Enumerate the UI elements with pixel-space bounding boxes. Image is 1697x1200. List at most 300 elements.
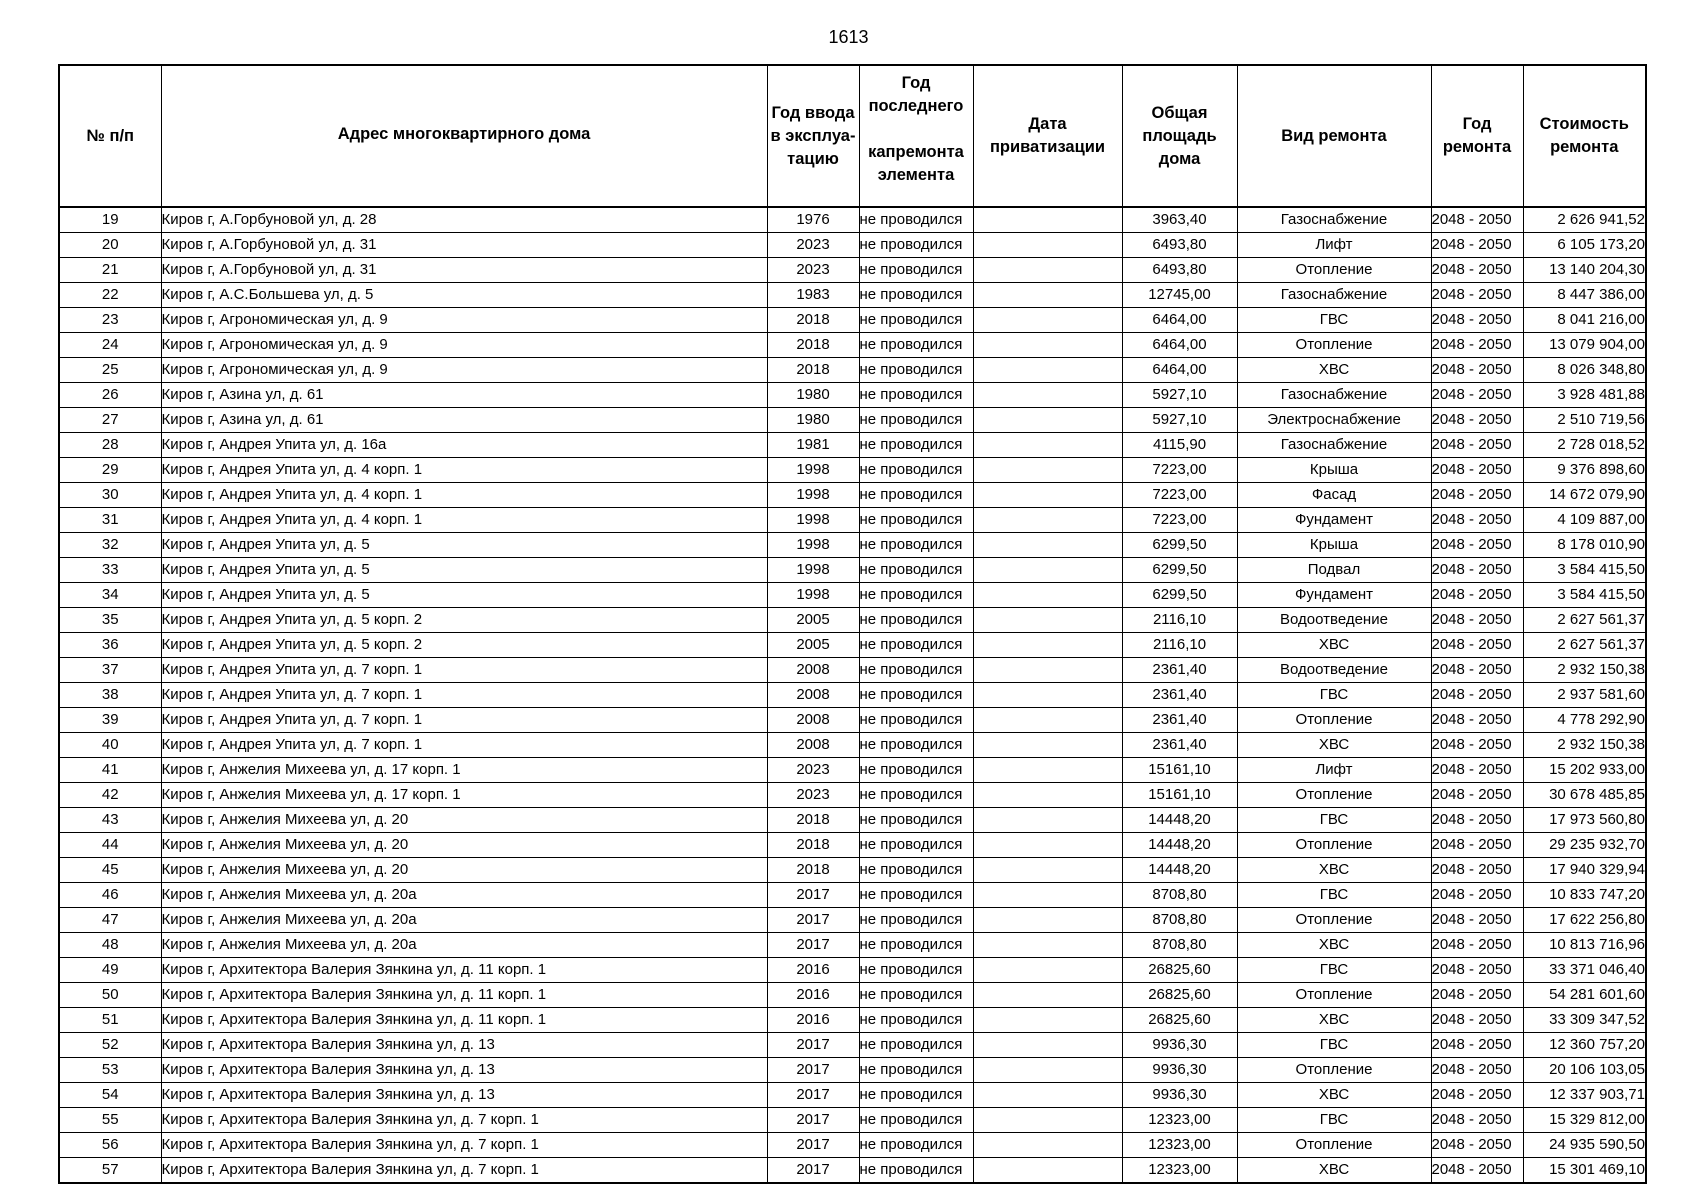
cell-last-repair: не проводился bbox=[859, 1133, 973, 1158]
cell-cost: 3 584 415,50 bbox=[1523, 583, 1646, 608]
cell-area: 9936,30 bbox=[1122, 1058, 1237, 1083]
cell-privatization bbox=[973, 858, 1122, 883]
cell-year-built: 2017 bbox=[767, 1158, 859, 1184]
cell-year-built: 2018 bbox=[767, 358, 859, 383]
cell-year-built: 2017 bbox=[767, 1083, 859, 1108]
table-row bbox=[59, 833, 1646, 858]
table-row bbox=[59, 683, 1646, 708]
cell-repair-period: 2048 - 2050 bbox=[1431, 683, 1523, 708]
cell-last-repair: не проводился bbox=[859, 483, 973, 508]
cell-repair-period: 2048 - 2050 bbox=[1431, 558, 1523, 583]
cell-area: 6464,00 bbox=[1122, 358, 1237, 383]
cell-privatization bbox=[973, 933, 1122, 958]
cell-repair-type: ГВС bbox=[1237, 808, 1431, 833]
cell-last-repair: не проводился bbox=[859, 583, 973, 608]
cell-area: 6464,00 bbox=[1122, 333, 1237, 358]
cell-repair-period: 2048 - 2050 bbox=[1431, 333, 1523, 358]
cell-address: Киров г, Азина ул, д. 61 bbox=[161, 383, 767, 408]
cell-privatization bbox=[973, 633, 1122, 658]
cell-repair-period: 2048 - 2050 bbox=[1431, 883, 1523, 908]
cell-last-repair: не проводился bbox=[859, 207, 973, 233]
cell-privatization bbox=[973, 1133, 1122, 1158]
table-body bbox=[59, 207, 1646, 1183]
cell-num: 48 bbox=[59, 933, 161, 958]
cell-cost: 30 678 485,85 bbox=[1523, 783, 1646, 808]
cell-address: Киров г, Анжелия Михеева ул, д. 20 bbox=[161, 833, 767, 858]
cell-cost: 8 026 348,80 bbox=[1523, 358, 1646, 383]
cell-privatization bbox=[973, 1033, 1122, 1058]
cell-num: 35 bbox=[59, 608, 161, 633]
cell-last-repair: не проводился bbox=[859, 933, 973, 958]
cell-area: 8708,80 bbox=[1122, 883, 1237, 908]
cell-num: 28 bbox=[59, 433, 161, 458]
table-row bbox=[59, 1083, 1646, 1108]
cell-repair-period: 2048 - 2050 bbox=[1431, 658, 1523, 683]
cell-year-built: 2017 bbox=[767, 883, 859, 908]
cell-year-built: 2008 bbox=[767, 708, 859, 733]
cell-area: 2361,40 bbox=[1122, 683, 1237, 708]
cell-repair-type: Водоотведение bbox=[1237, 608, 1431, 633]
table-row bbox=[59, 433, 1646, 458]
repair-registry-table bbox=[58, 64, 1647, 1184]
cell-year-built: 2017 bbox=[767, 1033, 859, 1058]
cell-area: 7223,00 bbox=[1122, 458, 1237, 483]
cell-cost: 2 932 150,38 bbox=[1523, 658, 1646, 683]
cell-cost: 17 622 256,80 bbox=[1523, 908, 1646, 933]
cell-repair-type: ГВС bbox=[1237, 1033, 1431, 1058]
cell-cost: 24 935 590,50 bbox=[1523, 1133, 1646, 1158]
cell-year-built: 2023 bbox=[767, 258, 859, 283]
cell-last-repair: не проводился bbox=[859, 633, 973, 658]
cell-num: 37 bbox=[59, 658, 161, 683]
cell-last-repair: не проводился bbox=[859, 858, 973, 883]
cell-cost: 17 940 329,94 bbox=[1523, 858, 1646, 883]
cell-privatization bbox=[973, 258, 1122, 283]
cell-address: Киров г, Архитектора Валерия Зянкина ул, д. 7 корп. 1 bbox=[161, 1158, 767, 1184]
cell-year-built: 1998 bbox=[767, 533, 859, 558]
cell-privatization bbox=[973, 808, 1122, 833]
cell-num: 57 bbox=[59, 1158, 161, 1184]
table-row bbox=[59, 1033, 1646, 1058]
cell-address: Киров г, Андрея Упита ул, д. 7 корп. 1 bbox=[161, 658, 767, 683]
cell-repair-period: 2048 - 2050 bbox=[1431, 358, 1523, 383]
cell-last-repair: не проводился bbox=[859, 383, 973, 408]
cell-num: 32 bbox=[59, 533, 161, 558]
cell-address: Киров г, Агрономическая ул, д. 9 bbox=[161, 358, 767, 383]
cell-privatization bbox=[973, 883, 1122, 908]
cell-privatization bbox=[973, 983, 1122, 1008]
cell-privatization bbox=[973, 1058, 1122, 1083]
cell-year-built: 2017 bbox=[767, 908, 859, 933]
cell-last-repair: не проводился bbox=[859, 708, 973, 733]
cell-last-repair: не проводился bbox=[859, 658, 973, 683]
table-row bbox=[59, 1133, 1646, 1158]
table-row bbox=[59, 583, 1646, 608]
header-last-repair-gap bbox=[860, 118, 973, 141]
cell-privatization bbox=[973, 1108, 1122, 1133]
cell-address: Киров г, Андрея Упита ул, д. 5 корп. 2 bbox=[161, 608, 767, 633]
cell-repair-type: Лифт bbox=[1237, 758, 1431, 783]
cell-area: 14448,20 bbox=[1122, 833, 1237, 858]
cell-privatization bbox=[973, 283, 1122, 308]
cell-privatization bbox=[973, 558, 1122, 583]
cell-repair-type: Водоотведение bbox=[1237, 658, 1431, 683]
cell-repair-period: 2048 - 2050 bbox=[1431, 983, 1523, 1008]
cell-num: 47 bbox=[59, 908, 161, 933]
cell-last-repair: не проводился bbox=[859, 1108, 973, 1133]
cell-repair-period: 2048 - 2050 bbox=[1431, 833, 1523, 858]
cell-year-built: 1998 bbox=[767, 583, 859, 608]
cell-area: 2361,40 bbox=[1122, 708, 1237, 733]
cell-num: 50 bbox=[59, 983, 161, 1008]
cell-year-built: 2005 bbox=[767, 608, 859, 633]
table-row bbox=[59, 1158, 1646, 1184]
cell-repair-type: Электроснабжение bbox=[1237, 408, 1431, 433]
cell-privatization bbox=[973, 758, 1122, 783]
cell-num: 29 bbox=[59, 458, 161, 483]
cell-num: 22 bbox=[59, 283, 161, 308]
cell-repair-type: ХВС bbox=[1237, 633, 1431, 658]
cell-address: Киров г, Андрея Упита ул, д. 5 корп. 2 bbox=[161, 633, 767, 658]
cell-repair-period: 2048 - 2050 bbox=[1431, 258, 1523, 283]
cell-num: 49 bbox=[59, 958, 161, 983]
cell-repair-period: 2048 - 2050 bbox=[1431, 933, 1523, 958]
cell-year-built: 2018 bbox=[767, 308, 859, 333]
cell-year-built: 1981 bbox=[767, 433, 859, 458]
cell-num: 43 bbox=[59, 808, 161, 833]
cell-repair-period: 2048 - 2050 bbox=[1431, 207, 1523, 233]
cell-area: 9936,30 bbox=[1122, 1033, 1237, 1058]
cell-cost: 2 937 581,60 bbox=[1523, 683, 1646, 708]
cell-repair-type: ХВС bbox=[1237, 1158, 1431, 1184]
cell-repair-period: 2048 - 2050 bbox=[1431, 1008, 1523, 1033]
cell-num: 25 bbox=[59, 358, 161, 383]
cell-cost: 10 813 716,96 bbox=[1523, 933, 1646, 958]
cell-cost: 6 105 173,20 bbox=[1523, 233, 1646, 258]
cell-cost: 13 079 904,00 bbox=[1523, 333, 1646, 358]
header-year-built: Год ввода в эксплуа-тацию bbox=[767, 65, 859, 207]
cell-year-built: 2023 bbox=[767, 758, 859, 783]
cell-privatization bbox=[973, 508, 1122, 533]
cell-year-built: 1998 bbox=[767, 508, 859, 533]
header-cost: Стоимость ремонта bbox=[1523, 65, 1646, 207]
cell-area: 6464,00 bbox=[1122, 308, 1237, 333]
cell-repair-period: 2048 - 2050 bbox=[1431, 583, 1523, 608]
cell-area: 14448,20 bbox=[1122, 808, 1237, 833]
table-row bbox=[59, 708, 1646, 733]
cell-year-built: 2018 bbox=[767, 808, 859, 833]
table-row bbox=[59, 883, 1646, 908]
cell-area: 6299,50 bbox=[1122, 533, 1237, 558]
cell-privatization bbox=[973, 608, 1122, 633]
cell-year-built: 1998 bbox=[767, 458, 859, 483]
table-row bbox=[59, 233, 1646, 258]
cell-address: Киров г, Анжелия Михеева ул, д. 20а bbox=[161, 883, 767, 908]
cell-repair-period: 2048 - 2050 bbox=[1431, 1133, 1523, 1158]
cell-privatization bbox=[973, 333, 1122, 358]
cell-area: 15161,10 bbox=[1122, 758, 1237, 783]
table-row bbox=[59, 733, 1646, 758]
cell-year-built: 2008 bbox=[767, 733, 859, 758]
cell-cost: 9 376 898,60 bbox=[1523, 458, 1646, 483]
cell-address: Киров г, Андрея Упита ул, д. 4 корп. 1 bbox=[161, 508, 767, 533]
table-row bbox=[59, 783, 1646, 808]
cell-privatization bbox=[973, 533, 1122, 558]
cell-repair-period: 2048 - 2050 bbox=[1431, 1033, 1523, 1058]
table-row bbox=[59, 207, 1646, 233]
cell-privatization bbox=[973, 383, 1122, 408]
cell-year-built: 2018 bbox=[767, 333, 859, 358]
cell-year-built: 2008 bbox=[767, 683, 859, 708]
cell-privatization bbox=[973, 708, 1122, 733]
cell-area: 15161,10 bbox=[1122, 783, 1237, 808]
cell-cost: 33 371 046,40 bbox=[1523, 958, 1646, 983]
cell-last-repair: не проводился bbox=[859, 883, 973, 908]
table-row bbox=[59, 258, 1646, 283]
cell-privatization bbox=[973, 1083, 1122, 1108]
cell-num: 42 bbox=[59, 783, 161, 808]
cell-year-built: 2016 bbox=[767, 983, 859, 1008]
cell-area: 12323,00 bbox=[1122, 1133, 1237, 1158]
cell-address: Киров г, Андрея Упита ул, д. 7 корп. 1 bbox=[161, 683, 767, 708]
table-row bbox=[59, 333, 1646, 358]
table-row bbox=[59, 908, 1646, 933]
cell-year-built: 2017 bbox=[767, 1133, 859, 1158]
cell-repair-type: Крыша bbox=[1237, 458, 1431, 483]
table-header bbox=[59, 65, 1646, 207]
cell-cost: 2 627 561,37 bbox=[1523, 633, 1646, 658]
cell-repair-period: 2048 - 2050 bbox=[1431, 1058, 1523, 1083]
cell-year-built: 1998 bbox=[767, 558, 859, 583]
cell-repair-period: 2048 - 2050 bbox=[1431, 783, 1523, 808]
cell-repair-period: 2048 - 2050 bbox=[1431, 533, 1523, 558]
cell-repair-period: 2048 - 2050 bbox=[1431, 958, 1523, 983]
cell-repair-type: Лифт bbox=[1237, 233, 1431, 258]
cell-year-built: 2016 bbox=[767, 1008, 859, 1033]
cell-cost: 15 202 933,00 bbox=[1523, 758, 1646, 783]
cell-num: 41 bbox=[59, 758, 161, 783]
cell-repair-period: 2048 - 2050 bbox=[1431, 433, 1523, 458]
cell-last-repair: не проводился bbox=[859, 358, 973, 383]
cell-cost: 8 041 216,00 bbox=[1523, 308, 1646, 333]
table-row bbox=[59, 858, 1646, 883]
cell-area: 5927,10 bbox=[1122, 408, 1237, 433]
cell-num: 52 bbox=[59, 1033, 161, 1058]
cell-repair-type: ГВС bbox=[1237, 958, 1431, 983]
cell-area: 12323,00 bbox=[1122, 1108, 1237, 1133]
cell-num: 38 bbox=[59, 683, 161, 708]
cell-num: 56 bbox=[59, 1133, 161, 1158]
cell-area: 9936,30 bbox=[1122, 1083, 1237, 1108]
header-row bbox=[59, 65, 1646, 207]
cell-area: 6299,50 bbox=[1122, 583, 1237, 608]
table-row bbox=[59, 533, 1646, 558]
cell-privatization bbox=[973, 683, 1122, 708]
cell-last-repair: не проводился bbox=[859, 408, 973, 433]
cell-area: 6493,80 bbox=[1122, 258, 1237, 283]
cell-address: Киров г, А.С.Большева ул, д. 5 bbox=[161, 283, 767, 308]
cell-address: Киров г, Андрея Упита ул, д. 7 корп. 1 bbox=[161, 708, 767, 733]
cell-repair-type: ХВС bbox=[1237, 358, 1431, 383]
header-repair-period: Год ремонта bbox=[1431, 65, 1523, 207]
cell-last-repair: не проводился bbox=[859, 433, 973, 458]
cell-num: 20 bbox=[59, 233, 161, 258]
cell-cost: 2 510 719,56 bbox=[1523, 408, 1646, 433]
cell-area: 6299,50 bbox=[1122, 558, 1237, 583]
cell-last-repair: не проводился bbox=[859, 258, 973, 283]
cell-repair-period: 2048 - 2050 bbox=[1431, 458, 1523, 483]
table-row bbox=[59, 933, 1646, 958]
cell-privatization bbox=[973, 833, 1122, 858]
cell-repair-type: ГВС bbox=[1237, 683, 1431, 708]
cell-num: 44 bbox=[59, 833, 161, 858]
cell-last-repair: не проводился bbox=[859, 758, 973, 783]
cell-privatization bbox=[973, 733, 1122, 758]
cell-cost: 3 928 481,88 bbox=[1523, 383, 1646, 408]
cell-area: 14448,20 bbox=[1122, 858, 1237, 883]
cell-address: Киров г, Анжелия Михеева ул, д. 20 bbox=[161, 808, 767, 833]
cell-repair-period: 2048 - 2050 bbox=[1431, 908, 1523, 933]
cell-privatization bbox=[973, 408, 1122, 433]
cell-repair-type: Газоснабжение bbox=[1237, 433, 1431, 458]
table-row bbox=[59, 383, 1646, 408]
cell-address: Киров г, Архитектора Валерия Зянкина ул, д. 13 bbox=[161, 1058, 767, 1083]
cell-repair-type: ХВС bbox=[1237, 933, 1431, 958]
cell-address: Киров г, Андрея Упита ул, д. 4 корп. 1 bbox=[161, 483, 767, 508]
cell-last-repair: не проводился bbox=[859, 608, 973, 633]
cell-address: Киров г, Азина ул, д. 61 bbox=[161, 408, 767, 433]
header-repair-type: Вид ремонта bbox=[1237, 65, 1431, 207]
cell-address: Киров г, Анжелия Михеева ул, д. 20а bbox=[161, 933, 767, 958]
cell-cost: 12 360 757,20 bbox=[1523, 1033, 1646, 1058]
table-row bbox=[59, 758, 1646, 783]
cell-area: 2116,10 bbox=[1122, 633, 1237, 658]
cell-area: 2361,40 bbox=[1122, 733, 1237, 758]
cell-repair-period: 2048 - 2050 bbox=[1431, 708, 1523, 733]
cell-area: 4115,90 bbox=[1122, 433, 1237, 458]
cell-num: 54 bbox=[59, 1083, 161, 1108]
cell-num: 33 bbox=[59, 558, 161, 583]
cell-address: Киров г, Агрономическая ул, д. 9 bbox=[161, 333, 767, 358]
cell-last-repair: не проводился bbox=[859, 958, 973, 983]
cell-repair-type: ХВС bbox=[1237, 858, 1431, 883]
cell-repair-period: 2048 - 2050 bbox=[1431, 1158, 1523, 1184]
cell-area: 3963,40 bbox=[1122, 207, 1237, 233]
cell-num: 45 bbox=[59, 858, 161, 883]
cell-privatization bbox=[973, 458, 1122, 483]
cell-address: Киров г, Анжелия Михеева ул, д. 20 bbox=[161, 858, 767, 883]
table-row bbox=[59, 983, 1646, 1008]
cell-repair-type: Фундамент bbox=[1237, 583, 1431, 608]
cell-last-repair: не проводился bbox=[859, 1033, 973, 1058]
table-row bbox=[59, 1058, 1646, 1083]
cell-cost: 3 584 415,50 bbox=[1523, 558, 1646, 583]
cell-address: Киров г, Архитектора Валерия Зянкина ул, д. 13 bbox=[161, 1083, 767, 1108]
cell-repair-type: ГВС bbox=[1237, 1108, 1431, 1133]
cell-repair-type: Отопление bbox=[1237, 833, 1431, 858]
page-number: 1613 bbox=[828, 27, 869, 47]
table-row bbox=[59, 658, 1646, 683]
cell-cost: 15 329 812,00 bbox=[1523, 1108, 1646, 1133]
cell-num: 30 bbox=[59, 483, 161, 508]
cell-address: Киров г, Андрея Упита ул, д. 5 bbox=[161, 583, 767, 608]
cell-address: Киров г, Андрея Упита ул, д. 16а bbox=[161, 433, 767, 458]
cell-area: 26825,60 bbox=[1122, 983, 1237, 1008]
cell-last-repair: не проводился bbox=[859, 683, 973, 708]
cell-area: 12745,00 bbox=[1122, 283, 1237, 308]
cell-num: 19 bbox=[59, 207, 161, 233]
cell-area: 12323,00 bbox=[1122, 1158, 1237, 1184]
cell-cost: 2 627 561,37 bbox=[1523, 608, 1646, 633]
cell-repair-type: Газоснабжение bbox=[1237, 383, 1431, 408]
cell-last-repair: не проводился bbox=[859, 333, 973, 358]
cell-cost: 20 106 103,05 bbox=[1523, 1058, 1646, 1083]
cell-year-built: 2005 bbox=[767, 633, 859, 658]
cell-num: 27 bbox=[59, 408, 161, 433]
cell-privatization bbox=[973, 958, 1122, 983]
cell-last-repair: не проводился bbox=[859, 458, 973, 483]
cell-repair-type: ГВС bbox=[1237, 308, 1431, 333]
cell-cost: 14 672 079,90 bbox=[1523, 483, 1646, 508]
cell-repair-period: 2048 - 2050 bbox=[1431, 283, 1523, 308]
cell-last-repair: не проводился bbox=[859, 283, 973, 308]
cell-address: Киров г, Андрея Упита ул, д. 5 bbox=[161, 558, 767, 583]
cell-privatization bbox=[973, 1008, 1122, 1033]
cell-year-built: 1983 bbox=[767, 283, 859, 308]
cell-year-built: 2017 bbox=[767, 1108, 859, 1133]
cell-year-built: 2023 bbox=[767, 783, 859, 808]
cell-address: Киров г, Агрономическая ул, д. 9 bbox=[161, 308, 767, 333]
cell-repair-type: Отопление bbox=[1237, 1058, 1431, 1083]
cell-repair-type: ХВС bbox=[1237, 1008, 1431, 1033]
cell-year-built: 1980 bbox=[767, 383, 859, 408]
cell-address: Киров г, Архитектора Валерия Зянкина ул, д. 7 корп. 1 bbox=[161, 1108, 767, 1133]
cell-num: 39 bbox=[59, 708, 161, 733]
cell-address: Киров г, Андрея Упита ул, д. 5 bbox=[161, 533, 767, 558]
cell-area: 26825,60 bbox=[1122, 958, 1237, 983]
cell-privatization bbox=[973, 233, 1122, 258]
table-row bbox=[59, 483, 1646, 508]
cell-last-repair: не проводился bbox=[859, 558, 973, 583]
cell-address: Киров г, Андрея Упита ул, д. 4 корп. 1 bbox=[161, 458, 767, 483]
cell-num: 34 bbox=[59, 583, 161, 608]
cell-last-repair: не проводился bbox=[859, 308, 973, 333]
cell-year-built: 1998 bbox=[767, 483, 859, 508]
cell-repair-type: ГВС bbox=[1237, 883, 1431, 908]
cell-address: Киров г, Архитектора Валерия Зянкина ул, д. 11 корп. 1 bbox=[161, 983, 767, 1008]
cell-year-built: 2017 bbox=[767, 933, 859, 958]
table-row bbox=[59, 458, 1646, 483]
cell-num: 36 bbox=[59, 633, 161, 658]
cell-area: 5927,10 bbox=[1122, 383, 1237, 408]
cell-cost: 2 728 018,52 bbox=[1523, 433, 1646, 458]
cell-cost: 4 109 887,00 bbox=[1523, 508, 1646, 533]
cell-num: 46 bbox=[59, 883, 161, 908]
cell-area: 8708,80 bbox=[1122, 908, 1237, 933]
cell-year-built: 2017 bbox=[767, 1058, 859, 1083]
cell-year-built: 2023 bbox=[767, 233, 859, 258]
cell-repair-period: 2048 - 2050 bbox=[1431, 733, 1523, 758]
cell-num: 51 bbox=[59, 1008, 161, 1033]
cell-cost: 17 973 560,80 bbox=[1523, 808, 1646, 833]
table-row bbox=[59, 308, 1646, 333]
cell-num: 23 bbox=[59, 308, 161, 333]
cell-last-repair: не проводился bbox=[859, 533, 973, 558]
cell-year-built: 1976 bbox=[767, 207, 859, 233]
cell-year-built: 1980 bbox=[767, 408, 859, 433]
cell-repair-period: 2048 - 2050 bbox=[1431, 308, 1523, 333]
cell-area: 8708,80 bbox=[1122, 933, 1237, 958]
